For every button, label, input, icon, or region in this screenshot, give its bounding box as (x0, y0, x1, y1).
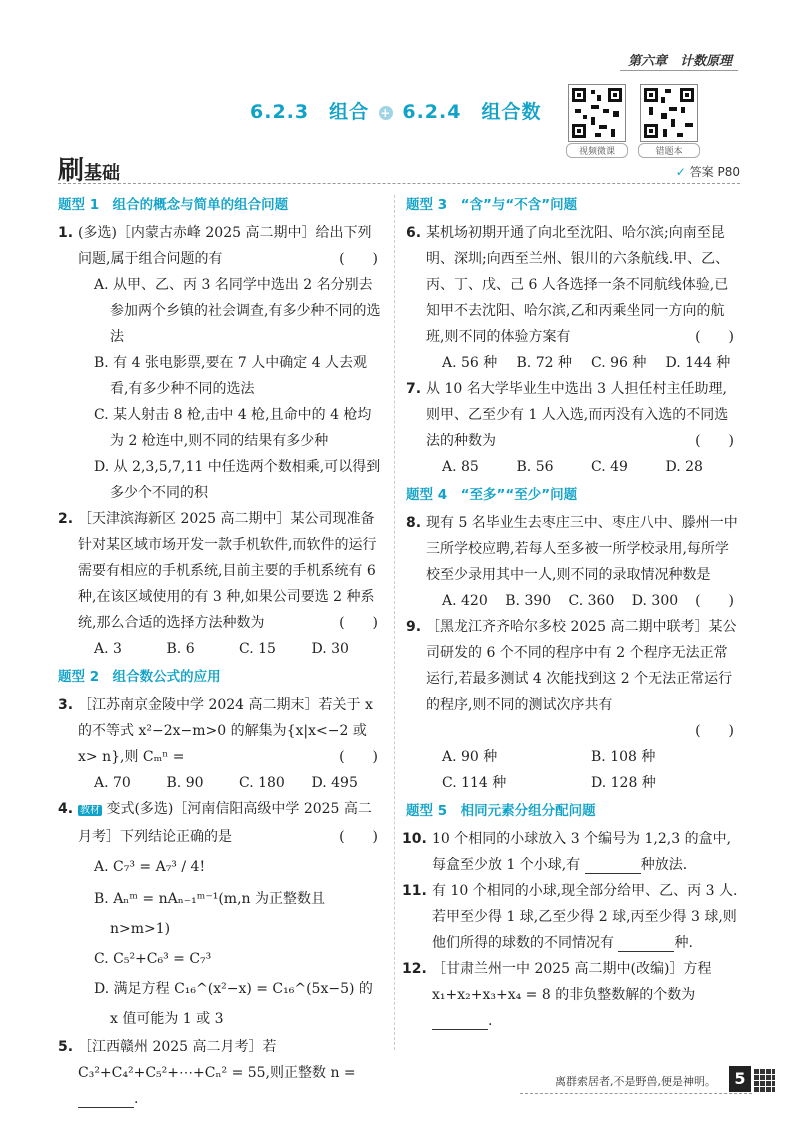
option-b: B. Aₙᵐ = nAₙ₋₁ᵐ⁻¹(m,n 为正整数且 n>m>1) (94, 891, 325, 937)
options-row (426, 350, 740, 376)
question-6 (406, 220, 740, 376)
qr-errors-label: 错题本 (638, 143, 700, 158)
title-left: 6.2.3 组合 (250, 101, 370, 123)
question-number: 2. (58, 511, 74, 527)
question-number: 7. (406, 381, 422, 397)
textbook-badge: 教材 (80, 805, 100, 816)
answer-paren: ( ) (339, 829, 378, 845)
answer-paren: ( ) (695, 329, 734, 345)
right-column (402, 190, 740, 1034)
question-stem: 某机场初期开通了向北至沈阳、哈尔滨;向南至昆明、深圳;向西至兰州、银川的六条航线.甲、乙、丙、丁、戊、己 6 人各选择一条不同航线体验,已知甲不去沈阳、哈尔滨,乙和丙乘坐同一方向的航班,则不同的体验方案有 (426, 225, 730, 345)
question-5 (58, 1034, 384, 1112)
answer-paren: ( ) (695, 723, 734, 739)
answer-paren: ( ) (695, 433, 734, 449)
answer-reference (676, 163, 740, 180)
title-right: 6.2.4 组合数 (402, 101, 542, 123)
question-stem: 从 10 名大学毕业生中选出 3 人担任村主任助理,则甲、乙至少有 1 人入选,而丙没有入选的不同选法的种数为 (426, 381, 729, 449)
question-10 (402, 826, 740, 878)
page-number: 5 (729, 1066, 751, 1092)
option-a: A. 56 种 (442, 355, 498, 371)
option-d: D. 30 (311, 641, 349, 657)
question-number: 8. (406, 515, 422, 531)
question-number: 4. (58, 801, 74, 817)
option-a: A. 85 (442, 459, 479, 475)
question-number: 9. (406, 619, 422, 635)
qr-video-label: 视频微课 (566, 143, 628, 158)
question-stem-cont: n},则 Cₘⁿ = (102, 749, 185, 765)
options-row (426, 588, 695, 614)
question-stem: 10 个相同的小球放入 3 个编号为 1,2,3 的盒中,每盒至少放 1 个小球,有 (432, 831, 732, 873)
option-c: C. 96 种 (591, 355, 647, 371)
option-a: A. 70 (94, 775, 131, 791)
question-tail: . (134, 1091, 139, 1107)
option-d: D. 300 (631, 593, 679, 609)
question-2 (58, 506, 384, 662)
option-c: C. 180 (239, 775, 285, 791)
option-a: A. 从甲、乙、丙 3 名同学中选出 2 名分别去参加两个乡镇的社会调查,有多少种不同的选法 (94, 277, 381, 345)
question-stem: ［甘肃兰州一中 2025 高二期中(改编)］方程 x₁+x₂+x₃+x₄ = 8 的非负整数解的个数为 (432, 961, 712, 1003)
option-b: B. 有 4 张电影票,要在 7 人中确定 4 人去观看,有多少种不同的选法 (94, 355, 368, 397)
answer-paren: ( ) (695, 593, 734, 609)
option-c: C. 某人射击 8 枪,击中 4 枪,且命中的 4 枪均为 2 枪连中,则不同的结果有多少种 (94, 407, 372, 449)
question-9 (406, 614, 740, 796)
question-number: 1. (58, 225, 74, 241)
option-c: C. C₅²+C₆³ = C₇³ (94, 951, 212, 967)
option-d: D. 28 (665, 459, 703, 475)
option-d: D. 144 种 (665, 355, 731, 371)
question-type-1: 题型 1 组合的概念与简单的组合问题 (58, 197, 289, 213)
check-icon: ✓ (675, 165, 686, 179)
question-type-2: 题型 2 组合数公式的应用 (58, 669, 221, 685)
column-divider (394, 195, 395, 1050)
header-rule (620, 70, 738, 71)
answer-paren: ( ) (339, 251, 378, 267)
qr-code-errors[interactable] (640, 84, 698, 142)
options-grid (426, 744, 740, 796)
answer-text: 答案 P80 (689, 165, 740, 179)
answer-blank[interactable] (78, 1091, 134, 1108)
option-a: A. C₇³ = A₇³ / 4! (94, 859, 206, 875)
option-b: B. 56 (516, 459, 554, 475)
footer-rule (520, 1093, 752, 1094)
option-d: D. 495 (311, 775, 358, 791)
answer-blank[interactable] (432, 1013, 488, 1030)
option-a: A. 90 种 (442, 749, 498, 765)
question-11 (402, 878, 740, 956)
page-title (250, 97, 541, 124)
question-type-5: 题型 5 相同元素分组分配问题 (406, 803, 596, 819)
question-tail: 种. (674, 935, 693, 951)
question-number: 5. (58, 1039, 74, 1055)
question-tail: 种放法. (640, 857, 688, 873)
option-b: B. 108 种 (591, 749, 656, 765)
left-column (58, 190, 384, 1112)
option-c: C. 360 (568, 593, 615, 609)
answer-paren: ( ) (339, 749, 378, 765)
question-type-3: 题型 3 “含”与“不含”问题 (406, 197, 578, 213)
question-number: 3. (58, 697, 74, 713)
option-c: C. 114 种 (442, 775, 507, 791)
chapter-header: 第六章 计数原理 (627, 54, 732, 69)
question-stem: 变式(多选)［河南信阳高级中学 2025 高二月考］下列结论正确的是 (78, 801, 372, 845)
question-stem: ［江苏南京金陵中学 2024 高二期末］若关于 x 的不等式 x²−2x−m>0 的解集为{x|x<−2 或 x> (78, 697, 373, 765)
question-type-4: 题型 4 “至多”“至少”问题 (406, 487, 578, 503)
option-d: D. 从 2,3,5,7,11 中任选两个数相乘,可以得到多少个不同的积 (94, 459, 381, 501)
question-stem: 有 10 个相同的小球,现全部分给甲、乙、丙 3 人.若甲至少得 1 球,乙至少得 2 球,丙至少得 3 球,则他们所得的球数的不同情况有 (432, 883, 738, 951)
option-a: A. 420 (442, 593, 488, 609)
answer-blank[interactable] (618, 935, 674, 952)
option-b: B. 390 (505, 593, 552, 609)
question-number: 10. (402, 831, 427, 847)
options-row (78, 770, 384, 796)
question-4 (58, 796, 384, 1034)
question-stem: ［黑龙江齐齐哈尔多校 2025 高二期中联考］某公司研发的 6 个不同的程序中有 2 个程序无法正常运行,若最多测试 4 次能找到这 2 个无法正常运行的程序,则不同的测试次序共有 (426, 619, 737, 713)
option-d: D. 满足方程 C₁₆^(x²−x) = C₁₆^(5x−5) 的 x 值可能为 1 或 3 (94, 981, 373, 1027)
question-stem: ［江西赣州 2025 高二月考］若 C₃²+C₄²+C₅²+⋯+Cₙ² = 55,则正整数 n = (78, 1039, 356, 1081)
option-c: C. 15 (239, 641, 276, 657)
option-d: D. 128 种 (591, 775, 656, 791)
option-a: A. 3 (94, 641, 122, 657)
plus-icon: + (380, 105, 392, 120)
answer-blank[interactable] (585, 857, 641, 874)
section-main: 刷 (58, 156, 85, 186)
answer-paren: ( ) (339, 615, 378, 631)
option-b: B. 90 (166, 775, 204, 791)
option-b: B. 6 (166, 641, 195, 657)
question-3 (58, 692, 384, 796)
section-sub: 基础 (84, 163, 121, 184)
question-stem: ［天津滨海新区 2025 高二期中］某公司现准备针对某区域市场开发一款手机软件,而软件的运行需要有相应的手机系统,目前主要的手机系统有 6 种,在该区域使用的有 3 种,如果公司要选 2 种系统,那么合适的选择方法种数为 (78, 511, 377, 631)
corner-pattern (753, 1068, 775, 1092)
question-12 (402, 956, 740, 1034)
section-heading (58, 150, 120, 187)
question-tail: . (488, 1013, 493, 1029)
question-1 (58, 220, 384, 506)
question-7 (406, 376, 740, 480)
qr-code-video[interactable] (568, 84, 626, 142)
question-number: 6. (406, 225, 422, 241)
option-b: B. 72 种 (516, 355, 572, 371)
section-rule (58, 183, 740, 184)
options-row (426, 454, 740, 480)
question-number: 12. (402, 961, 427, 977)
question-8 (406, 510, 740, 614)
question-stem: 现有 5 名毕业生去枣庄三中、枣庄八中、滕州一中三所学校应聘,若每人至多被一所学校录用,每所学校至少录用其中一人,则不同的录取情况种数是 (426, 515, 738, 583)
question-number: 11. (402, 883, 427, 899)
options-row (78, 636, 384, 662)
option-c: C. 49 (591, 459, 628, 475)
question-stem: (多选)［内蒙古赤峰 2025 高二期中］给出下列问题,属于组合问题的有 (78, 225, 372, 267)
footer-motto: 离群索居者,不是野兽,便是神明。 (555, 1075, 716, 1088)
